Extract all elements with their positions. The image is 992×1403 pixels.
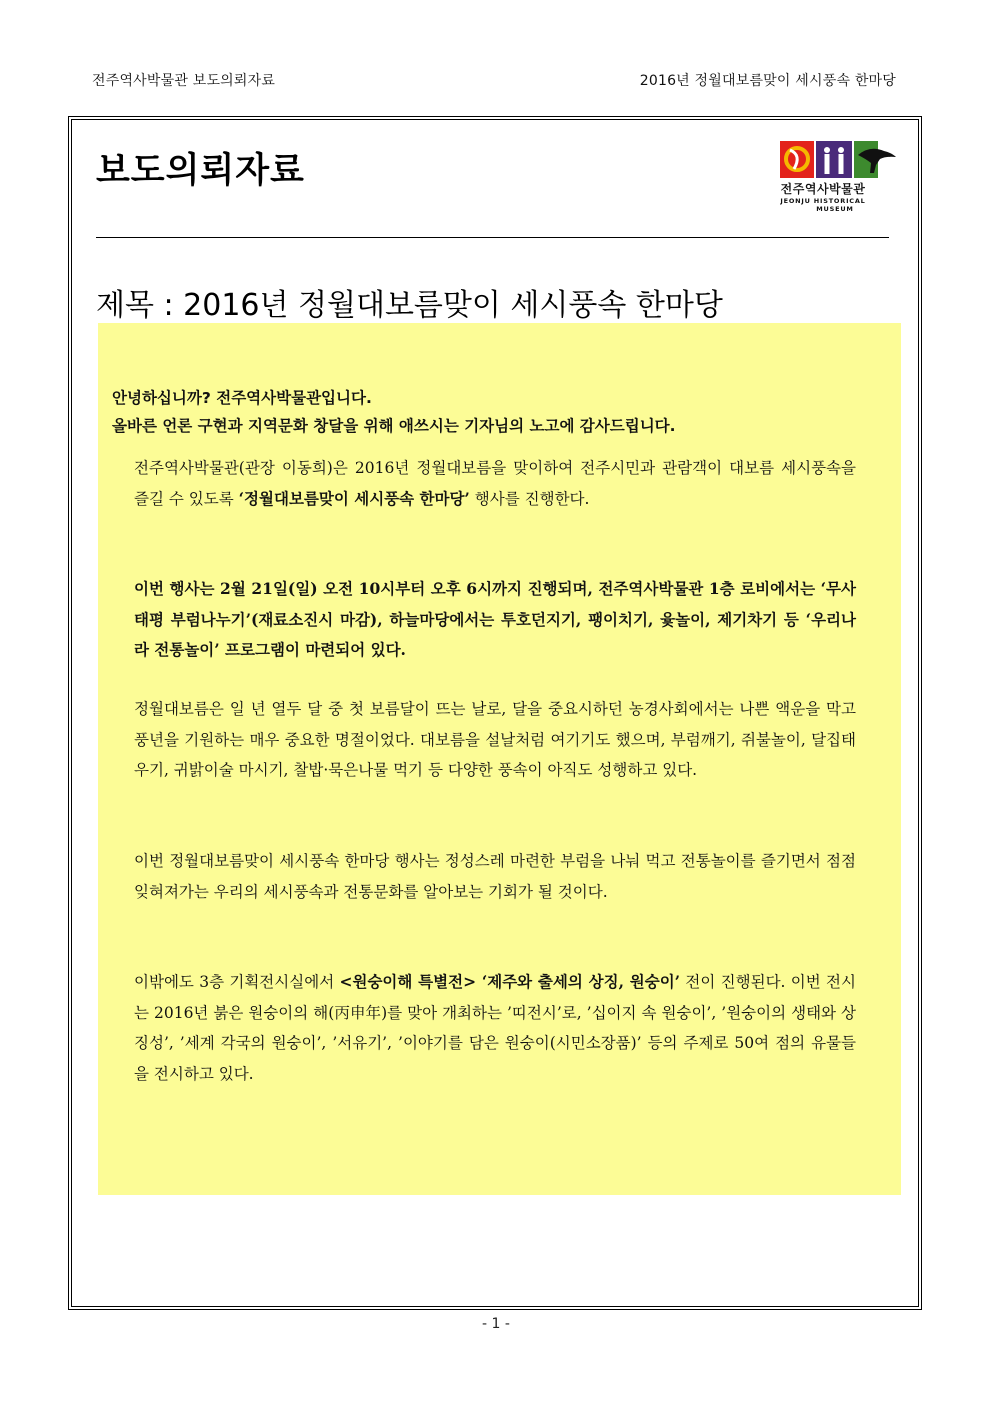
press-release-title: 제목 : 2016년 정월대보름맞이 세시풍속 한마당	[96, 288, 723, 323]
body-paragraph-5	[134, 967, 856, 1089]
greeting-line-2: 올바른 언론 구현과 지역문화 창달을 위해 애쓰시는 기자님의 노고에 감사드립니다.	[112, 417, 676, 435]
paragraph-1-text-end: 행사를 진행한다.	[469, 489, 590, 508]
logo-name-korean: 전주역사박물관	[780, 182, 866, 196]
paragraph-5-text-start: 이밖에도 3층 기획전시실에서	[134, 973, 340, 991]
body-paragraph-2: 이번 행사는 2월 21일(일) 오전 10시부터 오후 6시까지 진행되며, 전주역사박물관 1층 로비에서는 ‘무사태평 부럼나누기’(재료소진시 마감), 하늘마당에서는 투호던지기, 팽이치기, 윷놀이, 제기차기 등 ‘우리나라 전통놀이’ 프로그램이 마련되어 있다.	[134, 579, 856, 659]
body-paragraph-1	[134, 453, 856, 514]
body-paragraph-4: 이번 정월대보름맞이 세시풍속 한마당 행사는 정성스레 마련한 부럼을 나눠 먹고 전통놀이를 즐기면서 점점 잊혀져가는 우리의 세시풍속과 전통문화를 알아보는 기회가 될 것이다.	[134, 852, 856, 901]
greeting-line-1: 안녕하십니까? 전주역사박물관입니다.	[112, 389, 372, 407]
logo-name-english-line1: JEONJU HISTORICAL	[780, 197, 866, 205]
header-right-text: 2016년 정월대보름맞이 세시풍속 한마당	[639, 73, 896, 89]
header-divider	[96, 237, 889, 238]
page-number: - 1 -	[482, 1316, 510, 1332]
body-paragraph-3: 정월대보름은 일 년 열두 달 중 첫 보름달이 뜨는 날로, 달을 중요시하던 농경사회에서는 나쁜 액운을 막고 풍년을 기원하는 매우 중요한 명절이었다. 대보름을 설날처럼 여기기도 했으며, 부럼깨기, 쥐불놀이, 달집태우기, 귀밝이술 마시기, 찰밥·묵은나물 먹기 등 다양한 풍속이 아직도 성행하고 있다.	[134, 700, 856, 779]
museum-logo	[777, 141, 899, 217]
paragraph-5-text-end: 전이 진행된다. 이번 전시는 2016년 붉은 원숭이의 해(丙申年)를 맞아 개최하는 ’띠전시’로, ’십이지 속 원숭이’, ’원숭이의 생태와 상징성’, ’세계 각국의 원숭이’, ’서유기’, ’이야기를 담은 원숭이(시민소장품)’ 등의 주제로 50여 점의 유물들을 전시하고 있다.	[134, 973, 856, 1083]
event-name-emphasis: ‘정월대보름맞이 세시풍속 한마당’	[238, 488, 470, 508]
greeting	[112, 384, 676, 440]
exhibition-name-emphasis: <원숭이해 특별전> ‘제주와 출세의 상징, 원숭이’	[339, 972, 681, 991]
logo-name-english-line2: MUSEUM	[816, 205, 854, 213]
header-left-text: 전주역사박물관 보도의뢰자료	[92, 73, 276, 89]
museum-logo-icon	[780, 141, 896, 178]
paragraph-1-text-start: 전주역사박물관(관장 이동희)은 2016년 정월대보름을 맞이하여 전주시민과 관람객이 대보름 세시풍속을 즐길 수 있도록	[134, 459, 856, 508]
page-header	[92, 70, 896, 92]
document-kind-heading: 보도의뢰자료	[96, 151, 305, 191]
